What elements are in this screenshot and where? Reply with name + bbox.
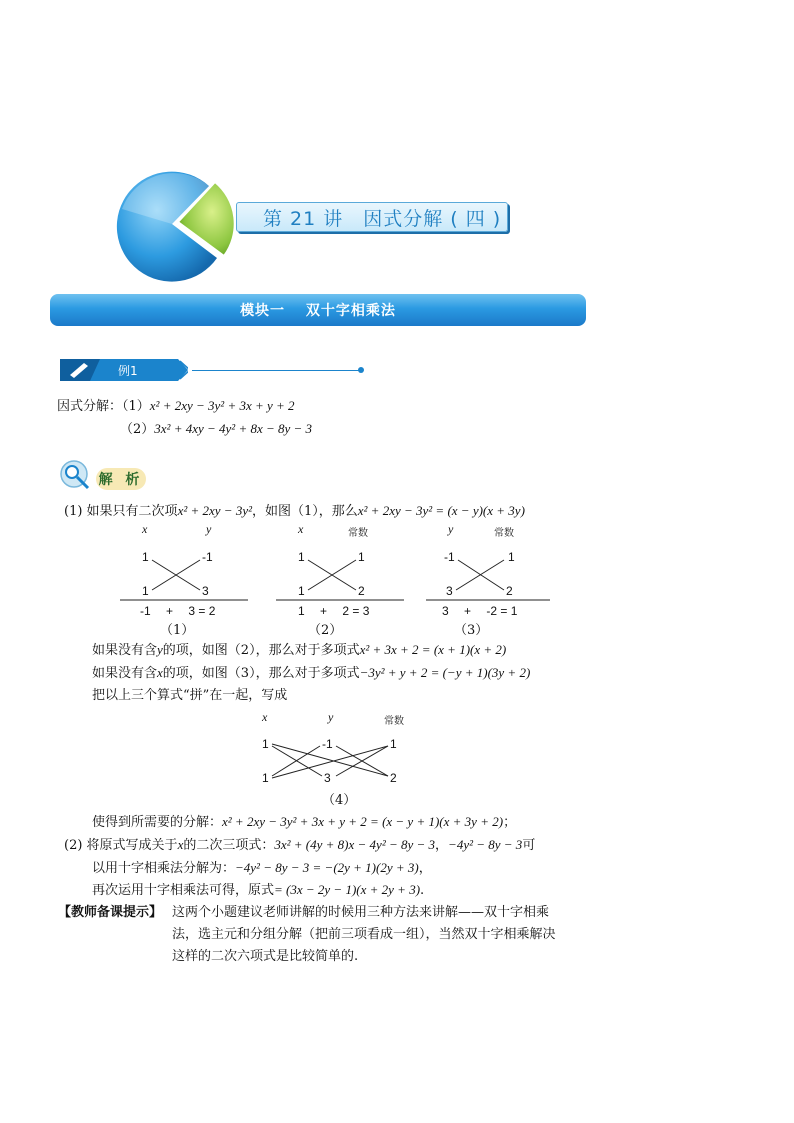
question-2-expr: 3x² + 4xy − 4y² + 8x − 8y − 3 [154, 421, 313, 436]
question-line-1 [57, 397, 295, 416]
d3-col1: y [448, 522, 454, 536]
d2-sum: 1 + 2 = 3 [298, 604, 370, 618]
example-label: 例1 [118, 364, 138, 378]
d1-tr: -1 [202, 550, 213, 564]
d4-col1: x [262, 710, 268, 724]
d4-tm: -1 [322, 737, 333, 751]
analysis-p2-line-3 [92, 881, 424, 900]
cross-diagram-3 [426, 522, 556, 642]
line5-text: 使得到所需要的分解： [92, 815, 223, 830]
teacher-tip-line-3: 这样的二次六项式是比较简单的. [172, 949, 359, 964]
p2l2-text: 以用十字相乘法分解为： [92, 861, 236, 876]
line3-expr: −3y² + y + 2 = (−y + 1)(3y + 2) [359, 665, 531, 680]
d1-bl: 1 [142, 584, 149, 598]
cross-diagram-1 [120, 522, 250, 642]
p2l1-text: (2) 将原式写成关于 [64, 838, 178, 853]
d2-col1: x [298, 522, 304, 536]
p2l1-end: 可 [522, 838, 536, 853]
p2l1-expr: 3x² + (4y + 8)x − 4y² − 8y − 3 [274, 837, 436, 852]
d3-tl: -1 [444, 550, 455, 564]
d3-caption: （3） [454, 623, 489, 638]
lecture-title: 第 21 讲 因式分解 ( 四 ) [236, 202, 508, 232]
chapter-pie-logo-icon [112, 164, 242, 284]
line5-end: ； [503, 815, 517, 830]
line3-text: 如果没有含 [92, 666, 158, 681]
p2l1-sep: ， [435, 838, 449, 853]
d1-sum: -1 + 3 = 2 [140, 604, 216, 618]
d4-bl: 1 [262, 771, 269, 785]
d2-bl: 1 [298, 584, 305, 598]
analysis-p2-line-1 [64, 836, 535, 855]
d3-tr: 1 [508, 550, 515, 564]
d2-col2: 常数 [348, 528, 368, 539]
d1-col2: y [206, 522, 212, 536]
d1-caption: （1） [160, 623, 195, 638]
d2-caption: （2） [308, 623, 343, 638]
cross-diagram-2 [276, 522, 406, 642]
line2-rest: 的项，如图（2），那么对于多项式 [162, 643, 360, 658]
analysis-p1-mid: ，如图（1），那么 [251, 504, 358, 519]
d4-tr: 1 [390, 737, 397, 751]
analysis-label: 解 析 [96, 468, 146, 490]
d3-bl: 3 [446, 584, 453, 598]
d3-lines [426, 522, 556, 642]
question-prompt: 因式分解：（1） [57, 399, 150, 414]
d1-tl: 1 [142, 550, 149, 564]
d2-tr: 1 [358, 550, 365, 564]
analysis-line-5 [92, 813, 516, 832]
p2l1-mid: 的二次三项式： [183, 838, 275, 853]
line2-expr: x² + 3x + 2 = (x + 1)(x + 2) [359, 642, 507, 657]
d3-br: 2 [506, 584, 513, 598]
d4-br: 2 [390, 771, 397, 785]
d4-col2: y [328, 710, 334, 724]
d2-br: 2 [358, 584, 365, 598]
p2l3-end: . [420, 883, 425, 898]
d3-sum: 3 + -2 = 1 [442, 604, 518, 618]
d4-bm: 3 [324, 771, 331, 785]
analysis-magnifier-icon [58, 458, 98, 494]
p2l1-expr2: −4y² − 8y − 3 [448, 837, 523, 852]
line3-var: x [157, 665, 163, 680]
example-tag-dot [358, 367, 364, 373]
example-tag-line [192, 370, 360, 371]
analysis-line-4: 把以上三个算式“拼”在一起，写成 [92, 688, 288, 703]
question-1-expr: x² + 2xy − 3y² + 3x + y + 2 [149, 398, 295, 413]
teacher-tip-label: 【教师备课提示】 [58, 905, 163, 920]
analysis-p1-intro: (1) 如果只有二次项 [64, 504, 178, 519]
p2l3-text: 再次运用十字相乘法可得，原式 [92, 883, 275, 898]
d4-caption: （4） [322, 793, 357, 808]
d3-col2: 常数 [494, 528, 514, 539]
d1-col1: x [142, 522, 148, 536]
module-title: 模块一 双十字相乘法 [50, 294, 586, 326]
d4-col3: 常数 [384, 716, 404, 727]
d4-tl: 1 [262, 737, 269, 751]
line3-rest: 的项，如图（3），那么对于多项式 [162, 666, 360, 681]
analysis-line-3 [92, 664, 530, 683]
analysis-line-2 [92, 641, 506, 660]
line2-var: y [157, 642, 163, 657]
p2l2-expr: −4y² − 8y − 3 = −(2y + 1)(2y + 3) [235, 860, 419, 875]
line2-text: 如果没有含 [92, 643, 158, 658]
analysis-p1-expr: x² + 2xy − 3y² [177, 503, 252, 518]
analysis-p1-result: x² + 2xy − 3y² = (x − y)(x + 3y) [357, 503, 525, 518]
teacher-tip-line-2: 法，选主元和分组分解（把前三项看成一组），当然双十字相乘解决 [172, 927, 556, 942]
d1-br: 3 [202, 584, 209, 598]
teacher-tip-line-1: 这两个小题建议老师讲解的时候用三种方法来讲解——双十字相乘 [172, 905, 550, 920]
question-line-2 [120, 420, 312, 439]
p2l2-end: ， [418, 861, 432, 876]
cross-diagram-4 [256, 710, 416, 810]
analysis-line-1 [64, 502, 525, 521]
line5-expr: x² + 2xy − 3y² + 3x + y + 2 = (x − y + 1)(x + 3y + 2) [222, 814, 504, 829]
d2-tl: 1 [298, 550, 305, 564]
p2l1-var: x [177, 837, 184, 852]
p2l3-expr: = (3x − 2y − 1)(x + 2y + 3) [274, 882, 421, 897]
analysis-p2-line-2 [92, 859, 432, 878]
question-2-prefix: （2） [120, 422, 155, 437]
